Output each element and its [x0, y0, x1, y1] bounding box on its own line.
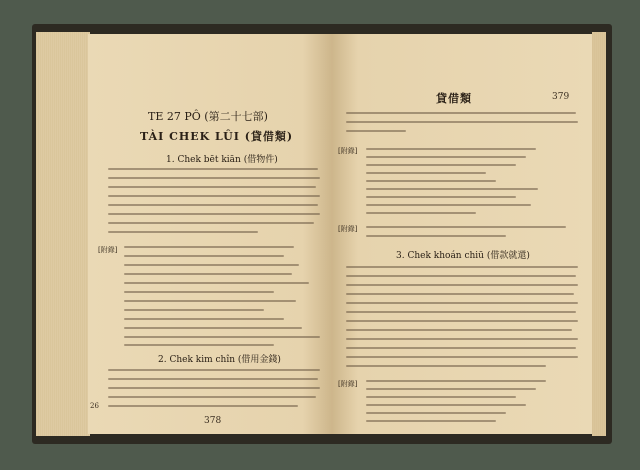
- lesson-title: TE 27 PÔ (第二十七部): [148, 110, 268, 123]
- side-mark: 26: [90, 402, 99, 410]
- page-number-left: 378: [204, 416, 222, 426]
- section-heading-3: 3. Chek khoán chiū (借款就還): [396, 251, 530, 261]
- margin-note: [附錄]: [98, 246, 118, 254]
- left-page: [88, 34, 332, 434]
- paragraph-3: [346, 110, 578, 138]
- paragraph-2: [108, 367, 320, 413]
- right-page: [332, 34, 592, 434]
- running-header: 貸借類: [436, 92, 472, 105]
- margin-note-3: [附錄]: [338, 380, 358, 388]
- open-book: [32, 24, 612, 444]
- note-block: [366, 224, 566, 244]
- lesson-subtitle: TÀI CHEK LÛI (貸借類): [140, 130, 294, 143]
- numbered-list: [124, 244, 314, 346]
- margin-note-1: [附錄]: [338, 147, 358, 155]
- page-number-right: 379: [552, 92, 570, 102]
- footnote-block: [124, 334, 320, 348]
- section-heading-1: 1. Chek bēt kiān (借物件): [166, 155, 278, 165]
- numbered-list-2: [366, 378, 566, 428]
- numbered-list-1: [366, 146, 566, 216]
- margin-note-2: [附錄]: [338, 225, 358, 233]
- right-page-stack: [592, 32, 606, 436]
- paragraph-1: [108, 166, 320, 236]
- section-heading-2: 2. Chek kim chîn (借用金錢): [158, 355, 281, 365]
- left-page-stack: [36, 32, 90, 436]
- paragraph-4: [346, 264, 578, 370]
